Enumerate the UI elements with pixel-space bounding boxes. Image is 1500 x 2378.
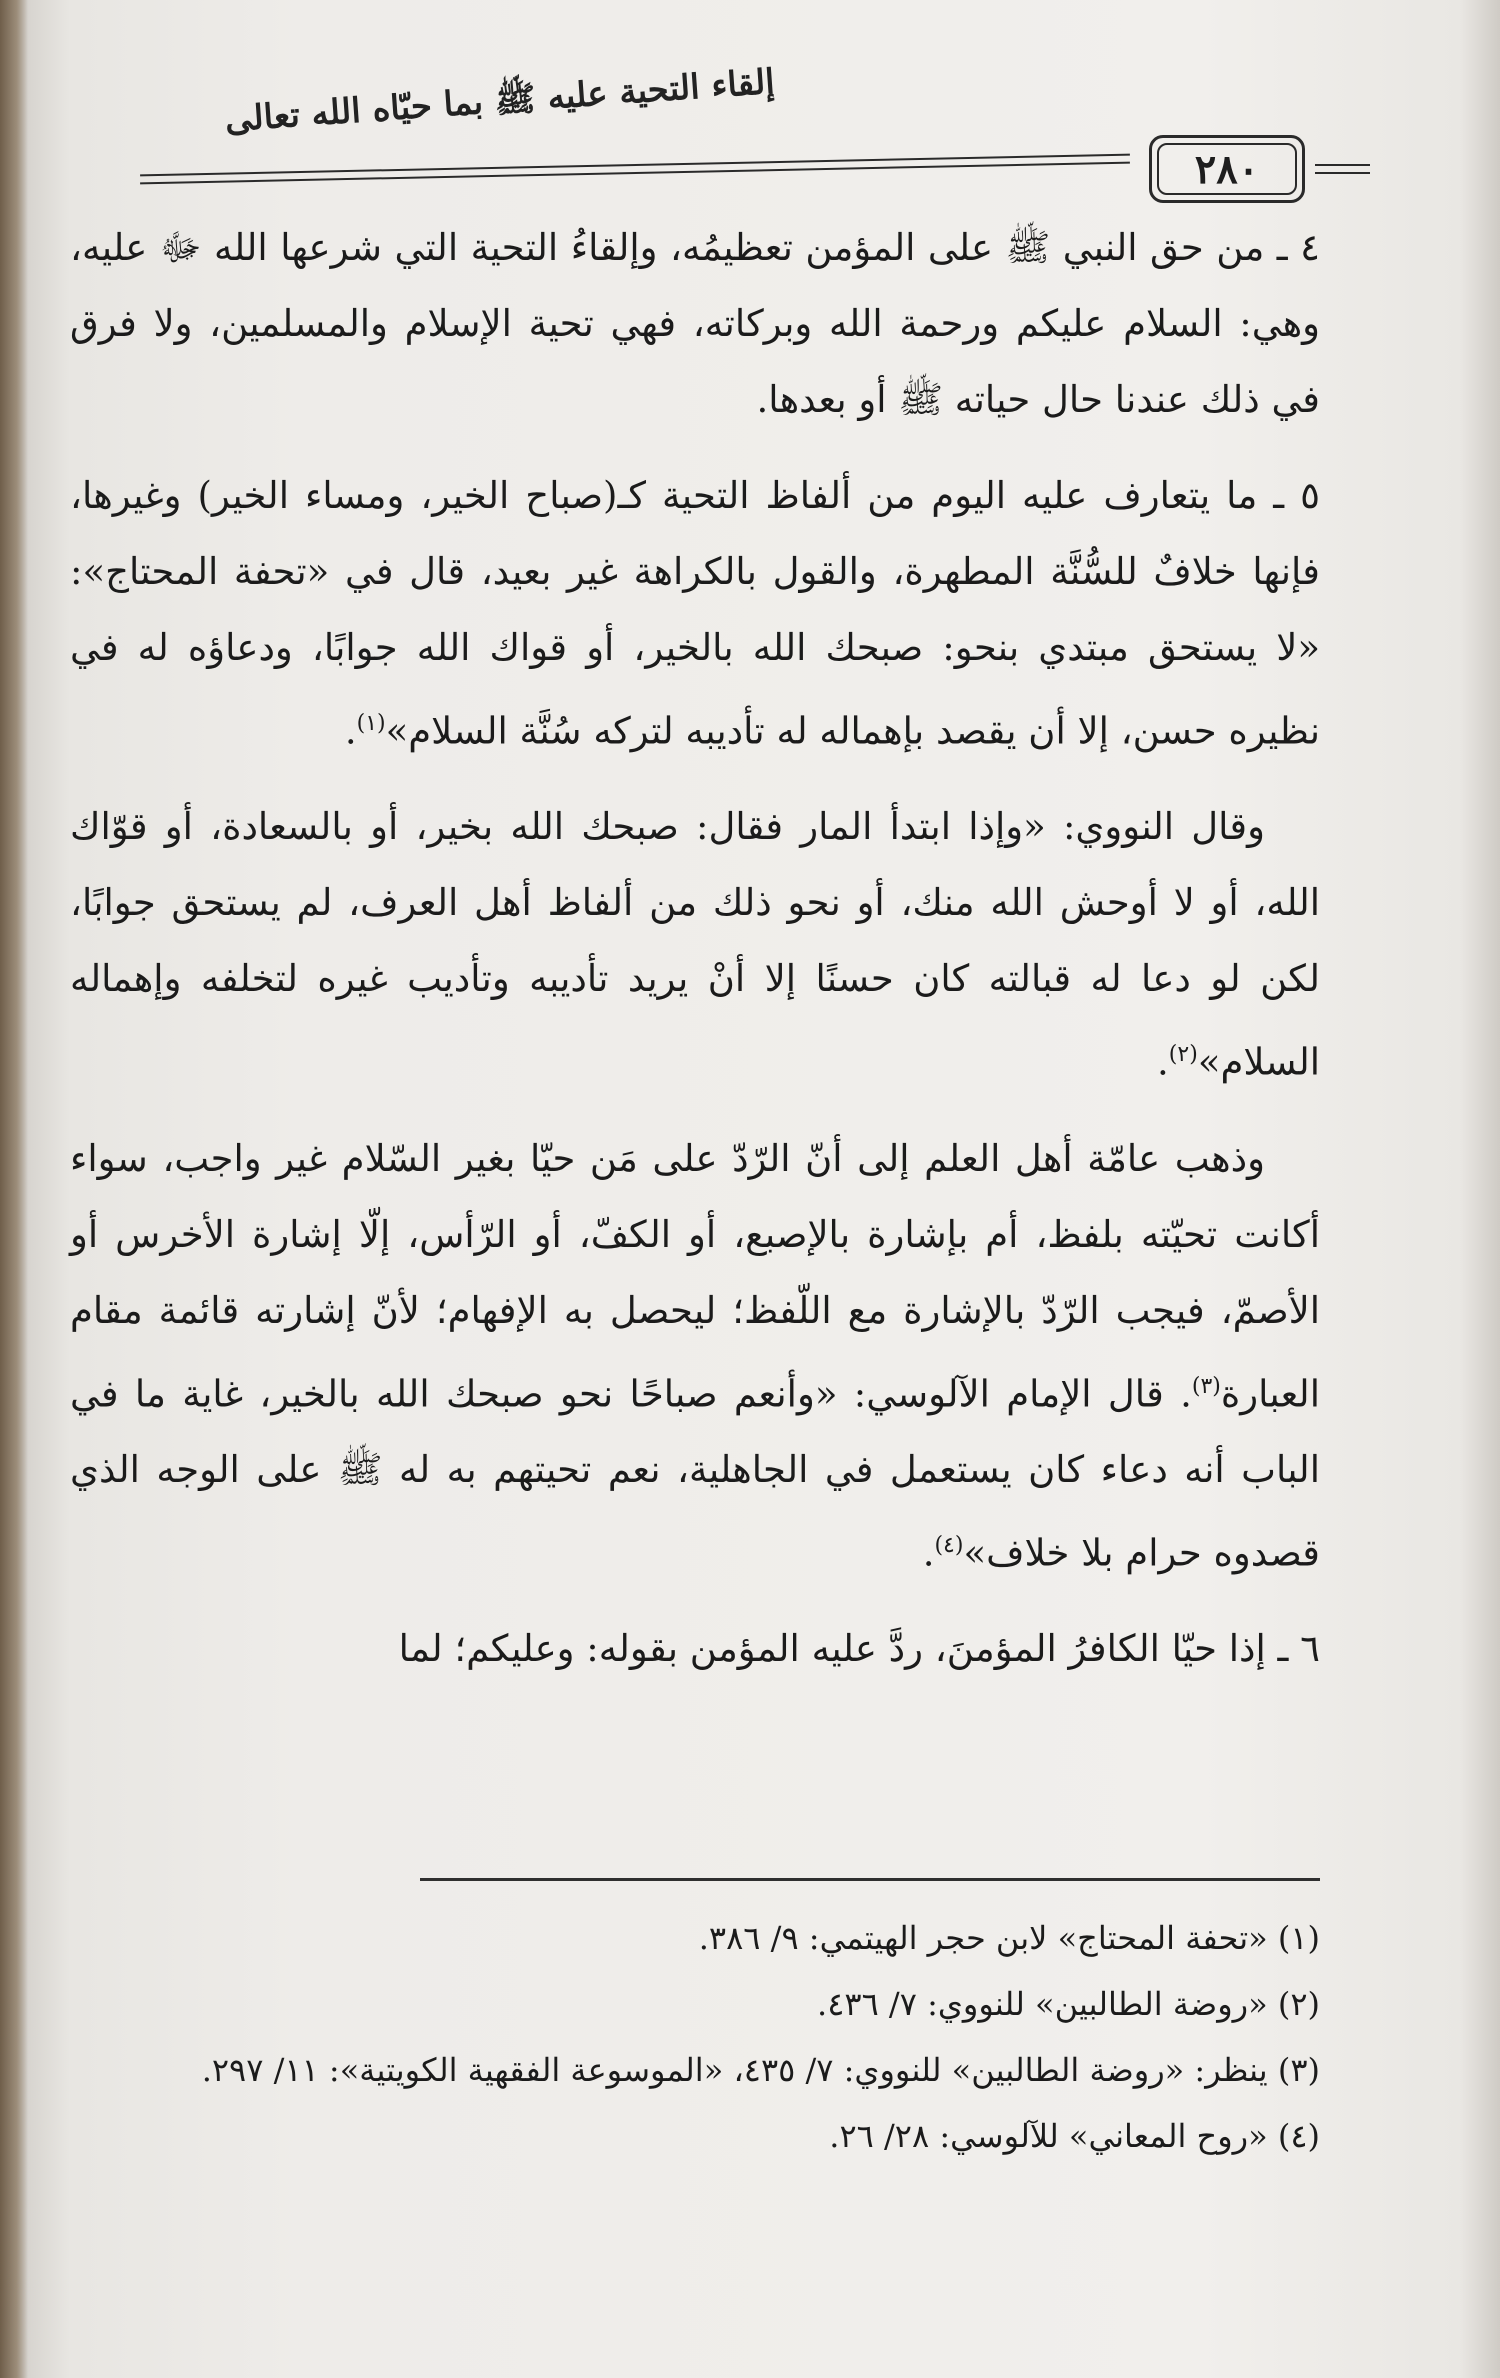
- paragraph-6: [70, 1611, 1320, 1687]
- running-title: إلقاء التحية عليه ﷺ بما حيّاه الله تعالى: [223, 61, 776, 141]
- footnote-ref-1: (١): [356, 711, 386, 736]
- paragraph-6-text: ٦ ـ إذا حيّا الكافرُ المؤمنَ، ردَّ عليه المؤمن بقوله: وعليكم؛ لما: [398, 1627, 1320, 1671]
- footnote-ref-3: (٣): [1191, 1373, 1221, 1399]
- page-spine-edge: [0, 0, 28, 2378]
- footnote-1: (١) «تحفة المحتاج» لابن حجر الهيتمي: ٩/ ٣٨٦.: [698, 1919, 1320, 1957]
- paragraph-nawawi: وقال النووي: «وإذا ابتدأ المار فقال: صبحك الله بخير، أو بالسعادة، أو قوّاك الله، أو لا أوحش الله منك، أو نحو ذلك من ألفاظ أهل العرف، لم يستحق جوابًا، لكن لو دعا له قبالته كان حسنًا إلا أنْ يريد تأديبه وتأديب غيره لتخلفه وإهماله السلام»$^{(٢)}$.: [70, 805, 1320, 1084]
- footnote-ref-4: (٤): [934, 1532, 964, 1558]
- paragraph-ulama: وذهب عامّة أهل العلم إلى أنّ الرّدّ على مَن حيّا بغير السّلام غير واجب، سواء أكانت تحيّته بلفظ، أم بإشارة بالإصبع، أو الكفّ، أو الرّأس، إلّا إشارة الأخرس أو الأصمّ، فيجب الرّدّ بالإشارة مع اللّفظ؛ ليحصل به الإفهام؛ لأنّ إشارته قائمة مقام العبارة$^{(٣)}$. قال الإمام الآلوسي: «وأنعم صباحًا نحو صبحك الله بالخير، غاية ما في الباب أنه دعاء كان يستعمل في الجاهلية، نعم تحيتهم به له ﷺ على الوجه الذي قصدوه حرام بلا خلاف»$^{(٤)}$.: [70, 1136, 1320, 1575]
- footnote-ref-2: (٢): [1168, 1042, 1198, 1068]
- paragraph-4-text: ٤ ـ من حق النبي ﷺ على المؤمن تعظيمُه، وإلقاءُ التحية التي شرعها الله ﷻ عليه، وهي: السلام عليكم ورحمة الله وبركاته، فهي تحية الإسلام والمسلمين، ولا فرق في ذلك عندنا حال حياته ﷺ أو بعدها.: [70, 226, 1320, 421]
- header-rule-right-2: [1315, 172, 1370, 174]
- footnote-2: (٢) «روضة الطالبين» للنووي: ٧/ ٤٣٦.: [817, 1985, 1320, 2023]
- paragraph-alusi-text: قال الإمام الآلوسي: «وأنعم صباحًا نحو صبحك الله بالخير، غاية ما في الباب أنه دعاء كان يستعمل في الجاهلية، نعم تحيتهم به له ﷺ على الوجه الذي قصدوه حرام بلا خلاف»: [70, 1371, 1320, 1575]
- footnotes: [70, 1905, 1320, 2169]
- paragraph-ulama-text: وذهب عامّة أهل العلم إلى أنّ الرّدّ على مَن حيّا بغير السّلام غير واجب، سواء أكانت تحيّته بلفظ، أم بإشارة بالإصبع، أو الكفّ، أو الرّأس، إلّا إشارة الأخرس أو الأصمّ، فيجب الرّدّ بالإشارة مع اللّفظ؛ ليحصل به الإفهام؛ لأنّ إشارته قائمة مقام العبارة: [70, 1136, 1320, 1415]
- footnote-3: (٣) ينظر: «روضة الطالبين» للنووي: ٧/ ٤٣٥، «الموسوعة الفقهية الكويتية»: ١١/ ٢٩٧.: [201, 2051, 1320, 2089]
- footnote-4: (٤) «روح المعاني» للآلوسي: ٢٨/ ٢٦.: [829, 2117, 1320, 2155]
- paragraph-4: [70, 210, 1320, 438]
- footnote-separator: [420, 1878, 1320, 1881]
- page-number: ٢٨٠: [1194, 145, 1260, 193]
- paragraph-5: ٥ ـ ما يتعارف عليه اليوم من ألفاظ التحية كـ(صباح الخير، ومساء الخير) وغيرها، فإنها خلافٌ للسُّنَّة المطهرة، والقول بالكراهة غير بعيد، قال في «تحفة المحتاج»: «لا يستحق مبتدي بنحو: صبحك الله بالخير، أو قواك الله جوابًا، ودعاؤه له في نظيره حسن، إلا أن يقصد بإهماله له تأديبه لتركه سُنَّة السلام»$^{(١)}$.: [70, 474, 1320, 753]
- page-header: [140, 60, 1360, 230]
- header-rule-right: [1315, 164, 1370, 166]
- main-text: [70, 210, 1320, 1707]
- paragraph-5-text: ٥ ـ ما يتعارف عليه اليوم من ألفاظ التحية كـ(صباح الخير، ومساء الخير) وغيرها، فإنها خلافٌ للسُّنَّة المطهرة، والقول بالكراهة غير بعيد، قال في «تحفة المحتاج»: «لا يستحق مبتدي بنحو: صبحك الله بالخير، أو قواك الله جوابًا، ودعاؤه له في نظيره حسن، إلا أن يقصد بإهماله له تأديبه لتركه سُنَّة السلام»: [70, 474, 1320, 753]
- paragraph-nawawi-text: وقال النووي: «وإذا ابتدأ المار فقال: صبحك الله بخير، أو بالسعادة، أو قوّاك الله، أو لا أوحش الله منك، أو نحو ذلك من ألفاظ أهل العرف، لم يستحق جوابًا، لكن لو دعا له قبالته كان حسنًا إلا أنْ يريد تأديبه وتأديب غيره لتخلفه وإهماله السلام»: [70, 805, 1320, 1084]
- page-number-frame: [1149, 135, 1305, 203]
